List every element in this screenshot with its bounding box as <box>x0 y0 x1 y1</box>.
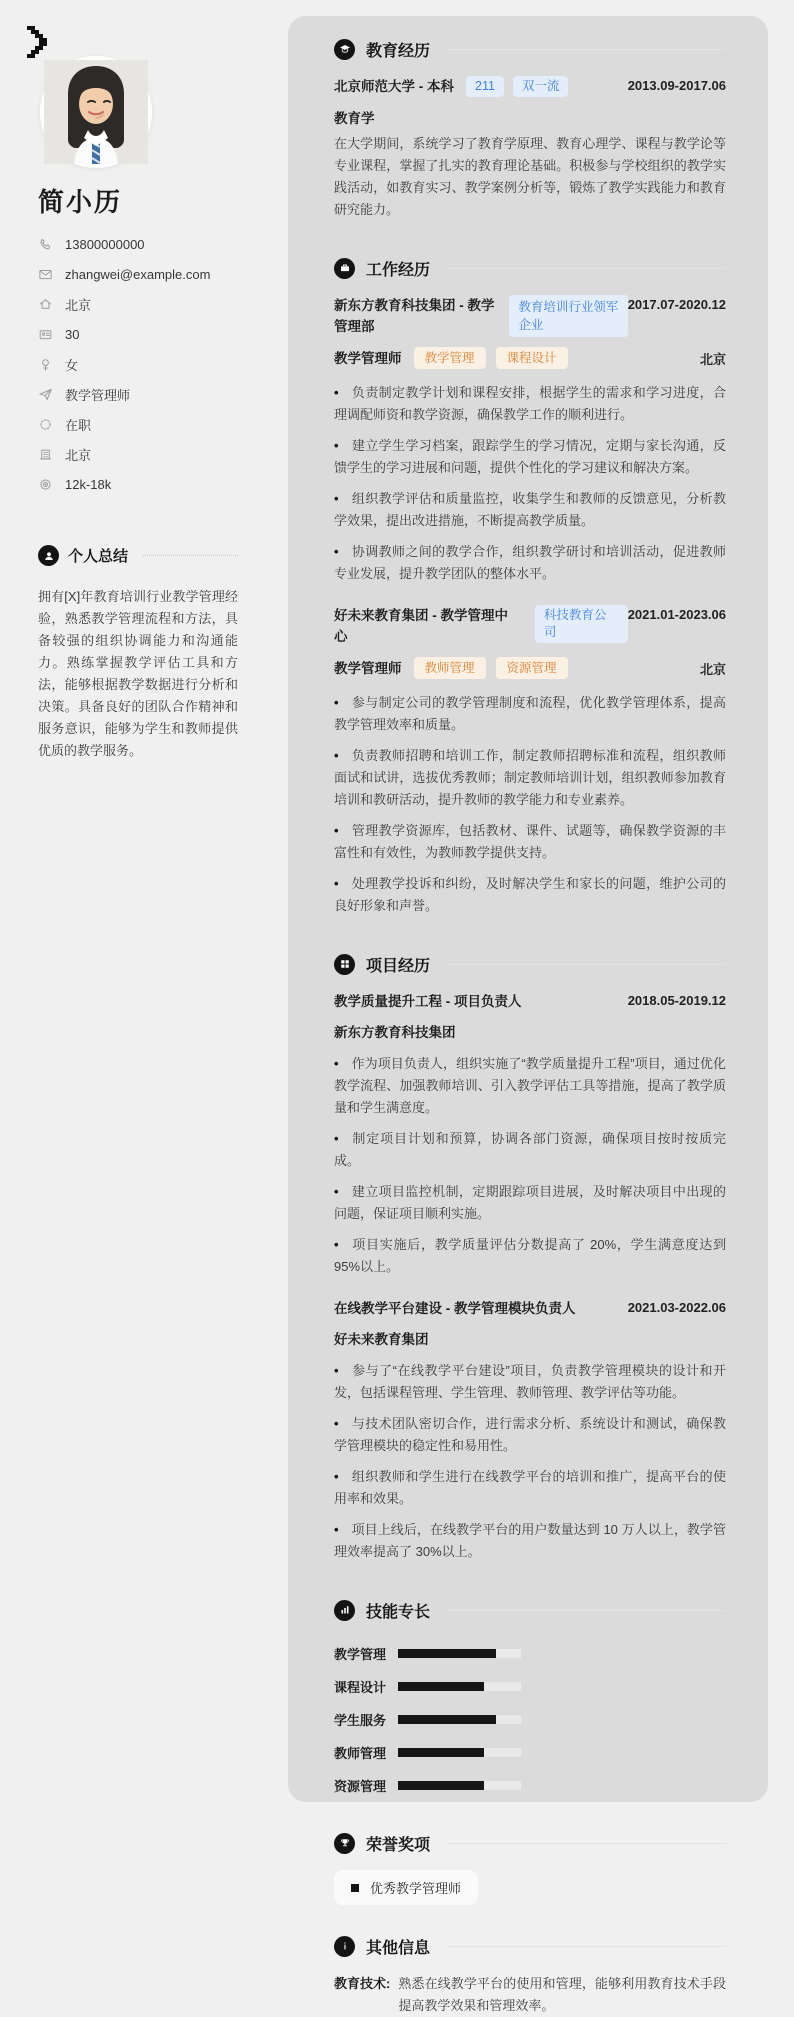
divider <box>447 1843 726 1844</box>
company-name: 好未来教育集团 - 教学管理中心 <box>334 608 508 644</box>
skill-tag: 教师管理 <box>414 657 486 679</box>
skill-row <box>334 1637 726 1670</box>
project-bullet: • 参与了“在线教学平台建设”项目，负责教学管理模块的设计和开发，包括课程管理、学生管理、教师管理、教学评估等功能。 <box>334 1363 726 1400</box>
contact-job <box>38 379 258 409</box>
contact-salary <box>38 469 258 499</box>
education-school-row <box>334 76 726 97</box>
honor-label: 优秀教学管理师 <box>370 1881 462 1896</box>
school-badge-211: 211 <box>466 76 504 97</box>
project-name: 在线教学平台建设 - 教学管理模块负责人 <box>334 1301 576 1316</box>
job-location: 北京 <box>699 661 726 677</box>
project-org: 好未来教育集团 <box>334 1332 429 1347</box>
contact-value: zhangwei@example.com <box>65 266 211 282</box>
divider <box>143 555 238 556</box>
education-header <box>334 38 726 60</box>
job-item <box>334 295 726 585</box>
honors-title: 荣誉奖项 <box>366 1836 431 1854</box>
divider <box>447 1610 726 1611</box>
info-icon <box>334 1936 355 1957</box>
contact-value: 13800000000 <box>65 236 145 252</box>
contact-status <box>38 409 258 439</box>
trophy-icon <box>334 1833 355 1854</box>
honors-section <box>334 1832 726 1905</box>
position-row <box>334 657 726 679</box>
job-icon <box>38 387 53 402</box>
divider <box>447 268 726 269</box>
job-bullet: • 处理教学投诉和纠纷，及时解决学生和家长的问题，维护公司的良好形象和声誉。 <box>334 876 726 913</box>
bar-chart-icon <box>334 1600 355 1621</box>
skill-label: 教学管理 <box>334 1647 387 1662</box>
projects-section <box>334 953 726 1563</box>
contact-email <box>38 259 258 289</box>
contact-location <box>38 289 258 319</box>
summary-text: 拥有[X]年教育培训行业教学管理经验，熟悉教学管理流程和方法，具备较强的组织协调能力和沟通能力。熟练掌握教学评估工具和方法，能够根据教学数据进行分析和决策。具备良好的团队合作精神和服务意识，能够为学生和教师提供优质的教学服务。 <box>38 589 238 758</box>
contact-phone <box>38 229 258 259</box>
summary-section <box>38 545 238 762</box>
school-name: 北京师范大学 - 本科 <box>334 79 454 94</box>
graduation-cap-icon <box>334 39 355 60</box>
position-name: 教学管理师 <box>334 660 402 676</box>
contact-gender <box>38 349 258 379</box>
job-bullet: • 组织教学评估和质量监控，收集学生和教师的反馈意见，分析教学效果，提出改进措施，不断提高教学质量。 <box>334 491 726 528</box>
job-bullet: • 协调教师之间的教学合作，组织教学研讨和培训活动，促进教师专业发展，提升教学团队的整体水平。 <box>334 544 726 581</box>
skills-header <box>334 1599 726 1621</box>
other-info-row <box>334 1973 726 2017</box>
contact-city <box>38 439 258 469</box>
other-section <box>334 1935 726 2017</box>
contact-value: 北京 <box>65 447 92 463</box>
project-bullet: • 制定项目计划和预算，协调各部门资源，确保项目按时按质完成。 <box>334 1131 726 1168</box>
education-section <box>334 38 726 221</box>
summary-header <box>38 545 238 566</box>
contact-value: 北京 <box>65 297 92 313</box>
position-row <box>334 347 726 369</box>
company-badge: 教育培训行业领军企业 <box>509 295 627 337</box>
education-title: 教育经历 <box>366 42 431 60</box>
project-bullet: • 建立项目监控机制，定期跟踪项目进展，及时解决项目中出现的问题，保证项目顺利实施。 <box>334 1184 726 1221</box>
job-bullet: • 负责教师招聘和培训工作，制定教师招聘标准和流程，组织教师面试和试讲，选拔优秀教师；制定教师培训计划，组织教师参加教育培训和教研活动，提升教师的教学能力和专业素养。 <box>334 748 726 807</box>
work-section <box>334 257 726 917</box>
company-badge: 科技教育公司 <box>535 605 628 643</box>
other-header <box>334 1935 726 1957</box>
major-name: 教育学 <box>334 111 375 126</box>
contact-value: 教学管理师 <box>65 387 131 403</box>
job-date: 2021.01-2023.06 <box>627 607 726 622</box>
skill-tag: 教学管理 <box>414 347 486 369</box>
skill-bar <box>398 1682 521 1691</box>
work-title: 工作经历 <box>366 261 431 279</box>
project-date: 2021.03-2022.06 <box>627 1300 726 1315</box>
education-date: 2013.09-2017.06 <box>627 78 726 93</box>
briefcase-icon <box>334 258 355 279</box>
job-bullet: • 负责制定教学计划和课程安排，根据学生的需求和学习进度，合理调配师资和教学资源，确保教学工作的顺利进行。 <box>334 385 726 422</box>
age-icon <box>38 327 53 342</box>
school-badge-double-first-class: 双一流 <box>513 76 569 97</box>
project-org: 新东方教育科技集团 <box>334 1025 456 1040</box>
project-name: 教学质量提升工程 - 项目负责人 <box>334 994 522 1009</box>
projects-header <box>334 953 726 975</box>
job-bullet: • 参与制定公司的教学管理制度和流程，优化教学管理体系，提高教学管理效率和质量。 <box>334 695 726 732</box>
other-info-label: 教育技术: <box>334 1976 391 1991</box>
location-icon <box>38 297 53 312</box>
phone-icon <box>38 237 53 252</box>
contact-value: 女 <box>65 357 79 373</box>
company-name: 新东方教育科技集团 - 教学管理部 <box>334 298 495 334</box>
contact-age <box>38 319 258 349</box>
project-item <box>334 1298 726 1563</box>
project-bullet: • 项目实施后，教学质量评估分数提高了 20%，学生满意度达到 95%以上。 <box>334 1237 726 1274</box>
education-description: 在大学期间，系统学习了教育学原理、教育心理学、课程与教学论等专业课程，掌握了扎实的教育理论基础。积极参与学校组织的教学实践活动，如教育实习、教学案例分析等，锻炼了教学实践能力和教育研究能力。 <box>334 136 726 217</box>
salary-icon <box>38 477 53 492</box>
skills-title: 技能专长 <box>366 1603 431 1621</box>
job-item <box>334 605 726 917</box>
job-date: 2017.07-2020.12 <box>627 297 726 312</box>
gender-icon <box>38 357 53 372</box>
contact-value: 30 <box>65 326 80 342</box>
status-icon <box>38 417 53 432</box>
projects-title: 项目经历 <box>366 957 431 975</box>
skill-label: 课程设计 <box>334 1680 387 1695</box>
project-bullet: • 作为项目负责人，组织实施了“教学质量提升工程”项目，通过优化教学流程、加强教师培训、引入教学评估工具等措施，提高了教学质量和学生满意度。 <box>334 1056 726 1115</box>
project-bullet: • 组织教师和学生进行在线教学平台的培训和推广，提高平台的使用率和效果。 <box>334 1469 726 1506</box>
mouse-cursor-icon <box>25 26 49 58</box>
skill-row <box>334 1736 726 1769</box>
project-item <box>334 991 726 1278</box>
summary-title: 个人总结 <box>68 548 129 565</box>
project-date: 2018.05-2019.12 <box>627 993 726 1008</box>
other-info-text: 熟悉在线教学平台的使用和管理，能够利用教育技术手段提高教学效果和管理效率。 <box>398 1976 726 2013</box>
honor-item <box>334 1870 478 1905</box>
project-name-row <box>334 991 726 1012</box>
skill-bar <box>398 1748 521 1757</box>
job-bullet: • 管理教学资源库，包括教材、课件、试题等，确保教学资源的丰富性和有效性，为教师教学提供支持。 <box>334 823 726 860</box>
skills-section <box>334 1599 726 1802</box>
skill-row <box>334 1670 726 1703</box>
skill-tag: 课程设计 <box>496 347 568 369</box>
city-icon <box>38 447 53 462</box>
divider <box>447 964 726 965</box>
company-row <box>334 605 726 647</box>
square-bullet-icon <box>351 1884 359 1892</box>
skill-bar <box>398 1781 521 1790</box>
contact-value: 12k-18k <box>65 476 112 492</box>
resume-main-panel <box>288 16 768 2013</box>
skill-row <box>334 1703 726 1736</box>
skill-bar <box>398 1715 521 1724</box>
skill-label: 教师管理 <box>334 1746 387 1761</box>
other-title: 其他信息 <box>366 1939 431 1957</box>
person-icon <box>38 545 59 566</box>
grid-icon <box>334 954 355 975</box>
contact-list <box>38 229 258 499</box>
skill-bar <box>398 1649 521 1658</box>
job-bullet: • 建立学生学习档案，跟踪学生的学习情况，定期与家长沟通，反馈学生的学习进展和问题，提供个性化的学习建议和解决方案。 <box>334 438 726 475</box>
profile-photo <box>40 56 152 168</box>
skill-label: 资源管理 <box>334 1779 387 1794</box>
project-bullet: • 与技术团队密切合作，进行需求分析、系统设计和测试，确保教学管理模块的稳定性和易用性。 <box>334 1416 726 1453</box>
company-row <box>334 295 726 337</box>
skill-row <box>334 1769 726 1802</box>
skill-label: 学生服务 <box>334 1713 387 1728</box>
project-name-row <box>334 1298 726 1319</box>
job-location: 北京 <box>699 351 726 367</box>
project-bullet: • 项目上线后，在线教学平台的用户数量达到 10 万人以上，教学管理效率提高了 30%以上。 <box>334 1522 726 1559</box>
work-header <box>334 257 726 279</box>
candidate-name: 简小历 <box>38 187 123 217</box>
divider <box>447 49 726 50</box>
position-name: 教学管理师 <box>334 350 402 366</box>
honors-header <box>334 1832 726 1854</box>
email-icon <box>38 267 53 282</box>
contact-value: 在职 <box>65 417 92 433</box>
divider <box>447 1946 726 1947</box>
skill-tag: 资源管理 <box>496 657 568 679</box>
